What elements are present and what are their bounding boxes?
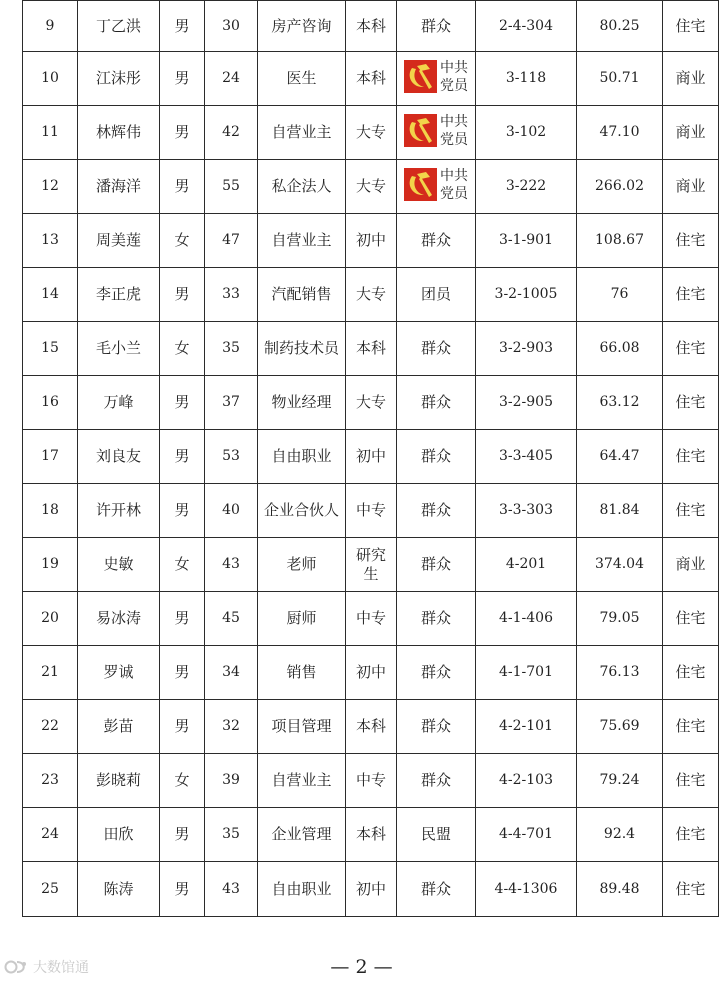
member-table (22, 0, 719, 917)
table-row (23, 700, 719, 754)
political-status-cell: 群众 (397, 700, 476, 754)
name-cell: 史敏 (78, 538, 160, 592)
table-row (23, 268, 719, 322)
unit-number-cell: 4-2-103 (476, 754, 577, 808)
gender-cell: 女 (160, 538, 205, 592)
page-number: — 2 — (330, 956, 393, 978)
political-status-cell (397, 52, 476, 106)
education-cell: 大专 (346, 376, 397, 430)
usage-cell: 住宅 (663, 592, 719, 646)
area-cell: 89.48 (577, 862, 663, 917)
usage-cell: 商业 (663, 52, 719, 106)
table-row (23, 538, 719, 592)
occupation-cell: 销售 (258, 646, 346, 700)
education-cell: 本科 (346, 322, 397, 376)
age-cell: 37 (205, 376, 258, 430)
age-cell: 47 (205, 214, 258, 268)
area-cell: 76.13 (577, 646, 663, 700)
education-cell: 本科 (346, 1, 397, 52)
row-number-cell: 23 (23, 754, 78, 808)
party-emblem-icon (404, 60, 437, 93)
area-cell: 374.04 (577, 538, 663, 592)
gender-cell: 男 (160, 700, 205, 754)
area-cell: 50.71 (577, 52, 663, 106)
education-cell: 中专 (346, 592, 397, 646)
name-cell: 丁乙洪 (78, 1, 160, 52)
party-label-line: 党员 (440, 77, 468, 94)
age-cell: 24 (205, 52, 258, 106)
usage-cell: 商业 (663, 538, 719, 592)
table-body (23, 1, 719, 917)
area-cell: 266.02 (577, 160, 663, 214)
gender-cell: 女 (160, 754, 205, 808)
education-cell: 初中 (346, 862, 397, 917)
education-cell: 中专 (346, 754, 397, 808)
political-status-cell: 群众 (397, 538, 476, 592)
unit-number-cell: 4-4-701 (476, 808, 577, 862)
row-number-cell: 22 (23, 700, 78, 754)
name-cell: 刘良友 (78, 430, 160, 484)
table-row (23, 862, 719, 917)
age-cell: 45 (205, 592, 258, 646)
unit-number-cell: 4-1-701 (476, 646, 577, 700)
political-status-cell: 群众 (397, 646, 476, 700)
age-cell: 39 (205, 754, 258, 808)
row-number-cell: 10 (23, 52, 78, 106)
education-cell: 中专 (346, 484, 397, 538)
education-cell: 大专 (346, 106, 397, 160)
political-status-cell: 团员 (397, 268, 476, 322)
row-number-cell: 19 (23, 538, 78, 592)
usage-cell: 住宅 (663, 430, 719, 484)
table-row (23, 1, 719, 52)
row-number-cell: 18 (23, 484, 78, 538)
gender-cell: 男 (160, 862, 205, 917)
political-status-cell: 民盟 (397, 808, 476, 862)
watermark-text: 大数馆通 (33, 960, 89, 976)
education-cell: 研究生 (346, 538, 397, 592)
name-cell: 潘海洋 (78, 160, 160, 214)
age-cell: 43 (205, 862, 258, 917)
area-cell: 66.08 (577, 322, 663, 376)
name-cell: 周美莲 (78, 214, 160, 268)
row-number-cell: 16 (23, 376, 78, 430)
name-cell: 彭苗 (78, 700, 160, 754)
gender-cell: 男 (160, 160, 205, 214)
unit-number-cell: 4-4-1306 (476, 862, 577, 917)
table-row (23, 646, 719, 700)
unit-number-cell: 3-2-1005 (476, 268, 577, 322)
usage-cell: 住宅 (663, 484, 719, 538)
occupation-cell: 自营业主 (258, 106, 346, 160)
gender-cell: 女 (160, 322, 205, 376)
table-row (23, 106, 719, 160)
gender-cell: 男 (160, 646, 205, 700)
party-label-line: 中共 (440, 59, 468, 76)
area-cell: 108.67 (577, 214, 663, 268)
party-member-label (440, 113, 468, 149)
party-member-label (440, 59, 468, 95)
name-cell: 易冰涛 (78, 592, 160, 646)
party-label-line: 中共 (440, 167, 468, 184)
unit-number-cell: 3-118 (476, 52, 577, 106)
area-cell: 47.10 (577, 106, 663, 160)
area-cell: 76 (577, 268, 663, 322)
occupation-cell: 物业经理 (258, 376, 346, 430)
table-row (23, 52, 719, 106)
age-cell: 30 (205, 1, 258, 52)
political-status-cell: 群众 (397, 376, 476, 430)
age-cell: 35 (205, 322, 258, 376)
name-cell: 李正虎 (78, 268, 160, 322)
gender-cell: 男 (160, 592, 205, 646)
occupation-cell: 自营业主 (258, 754, 346, 808)
unit-number-cell: 3-1-901 (476, 214, 577, 268)
occupation-cell: 私企法人 (258, 160, 346, 214)
party-member-label (440, 167, 468, 203)
age-cell: 53 (205, 430, 258, 484)
party-label-line: 中共 (440, 113, 468, 130)
occupation-cell: 房产咨询 (258, 1, 346, 52)
usage-cell: 住宅 (663, 268, 719, 322)
row-number-cell: 13 (23, 214, 78, 268)
education-cell: 大专 (346, 268, 397, 322)
usage-cell: 商业 (663, 106, 719, 160)
political-status-cell: 群众 (397, 214, 476, 268)
political-status-cell: 群众 (397, 322, 476, 376)
row-number-cell: 11 (23, 106, 78, 160)
occupation-cell: 项目管理 (258, 700, 346, 754)
gender-cell: 男 (160, 1, 205, 52)
gender-cell: 男 (160, 484, 205, 538)
usage-cell: 商业 (663, 160, 719, 214)
occupation-cell: 制药技术员 (258, 322, 346, 376)
name-cell: 陈涛 (78, 862, 160, 917)
education-cell: 本科 (346, 700, 397, 754)
education-cell: 大专 (346, 160, 397, 214)
gender-cell: 男 (160, 268, 205, 322)
occupation-cell: 企业合伙人 (258, 484, 346, 538)
area-cell: 92.4 (577, 808, 663, 862)
unit-number-cell: 2-4-304 (476, 1, 577, 52)
usage-cell: 住宅 (663, 754, 719, 808)
name-cell: 江沫彤 (78, 52, 160, 106)
area-cell: 79.24 (577, 754, 663, 808)
unit-number-cell: 4-201 (476, 538, 577, 592)
political-status-cell: 群众 (397, 1, 476, 52)
table-row (23, 754, 719, 808)
education-cell: 本科 (346, 808, 397, 862)
table-row (23, 808, 719, 862)
occupation-cell: 企业管理 (258, 808, 346, 862)
name-cell: 万峰 (78, 376, 160, 430)
party-emblem-icon (404, 168, 437, 201)
unit-number-cell: 3-2-905 (476, 376, 577, 430)
table-row (23, 592, 719, 646)
political-status-cell: 群众 (397, 862, 476, 917)
name-cell: 许开林 (78, 484, 160, 538)
age-cell: 40 (205, 484, 258, 538)
area-cell: 80.25 (577, 1, 663, 52)
political-status-cell: 群众 (397, 754, 476, 808)
age-cell: 43 (205, 538, 258, 592)
unit-number-cell: 3-102 (476, 106, 577, 160)
usage-cell: 住宅 (663, 1, 719, 52)
area-cell: 79.05 (577, 592, 663, 646)
table-row (23, 430, 719, 484)
occupation-cell: 医生 (258, 52, 346, 106)
occupation-cell: 自由职业 (258, 430, 346, 484)
usage-cell: 住宅 (663, 808, 719, 862)
row-number-cell: 21 (23, 646, 78, 700)
age-cell: 33 (205, 268, 258, 322)
usage-cell: 住宅 (663, 700, 719, 754)
name-cell: 罗诚 (78, 646, 160, 700)
occupation-cell: 汽配销售 (258, 268, 346, 322)
gender-cell: 男 (160, 430, 205, 484)
name-cell: 毛小兰 (78, 322, 160, 376)
party-member-badge (404, 59, 468, 95)
area-cell: 64.47 (577, 430, 663, 484)
unit-number-cell: 3-222 (476, 160, 577, 214)
unit-number-cell: 3-3-405 (476, 430, 577, 484)
unit-number-cell: 4-1-406 (476, 592, 577, 646)
age-cell: 34 (205, 646, 258, 700)
age-cell: 55 (205, 160, 258, 214)
political-status-cell (397, 160, 476, 214)
occupation-cell: 自由职业 (258, 862, 346, 917)
table-row (23, 376, 719, 430)
usage-cell: 住宅 (663, 862, 719, 917)
row-number-cell: 20 (23, 592, 78, 646)
name-cell: 彭晓莉 (78, 754, 160, 808)
political-status-cell: 群众 (397, 430, 476, 484)
party-member-badge (404, 113, 468, 149)
usage-cell: 住宅 (663, 214, 719, 268)
party-emblem-icon (404, 114, 437, 147)
table-row (23, 160, 719, 214)
age-cell: 35 (205, 808, 258, 862)
education-cell: 初中 (346, 646, 397, 700)
political-status-cell: 群众 (397, 592, 476, 646)
row-number-cell: 25 (23, 862, 78, 917)
political-status-cell (397, 106, 476, 160)
usage-cell: 住宅 (663, 322, 719, 376)
gender-cell: 男 (160, 376, 205, 430)
occupation-cell: 厨师 (258, 592, 346, 646)
education-cell: 初中 (346, 430, 397, 484)
row-number-cell: 15 (23, 322, 78, 376)
party-label-line: 党员 (440, 131, 468, 148)
row-number-cell: 9 (23, 1, 78, 52)
row-number-cell: 17 (23, 430, 78, 484)
area-cell: 75.69 (577, 700, 663, 754)
table-row (23, 484, 719, 538)
age-cell: 32 (205, 700, 258, 754)
age-cell: 42 (205, 106, 258, 160)
name-cell: 田欣 (78, 808, 160, 862)
usage-cell: 住宅 (663, 376, 719, 430)
occupation-cell: 老师 (258, 538, 346, 592)
political-status-cell: 群众 (397, 484, 476, 538)
party-member-badge (404, 167, 468, 203)
row-number-cell: 24 (23, 808, 78, 862)
unit-number-cell: 4-2-101 (476, 700, 577, 754)
party-label-line: 党员 (440, 185, 468, 202)
gender-cell: 男 (160, 106, 205, 160)
row-number-cell: 12 (23, 160, 78, 214)
unit-number-cell: 3-2-903 (476, 322, 577, 376)
education-cell: 初中 (346, 214, 397, 268)
occupation-cell: 自营业主 (258, 214, 346, 268)
row-number-cell: 14 (23, 268, 78, 322)
table-row (23, 214, 719, 268)
gender-cell: 男 (160, 808, 205, 862)
name-cell: 林辉伟 (78, 106, 160, 160)
table-row (23, 322, 719, 376)
unit-number-cell: 3-3-303 (476, 484, 577, 538)
gender-cell: 女 (160, 214, 205, 268)
area-cell: 81.84 (577, 484, 663, 538)
education-cell: 本科 (346, 52, 397, 106)
gender-cell: 男 (160, 52, 205, 106)
area-cell: 63.12 (577, 376, 663, 430)
usage-cell: 住宅 (663, 646, 719, 700)
